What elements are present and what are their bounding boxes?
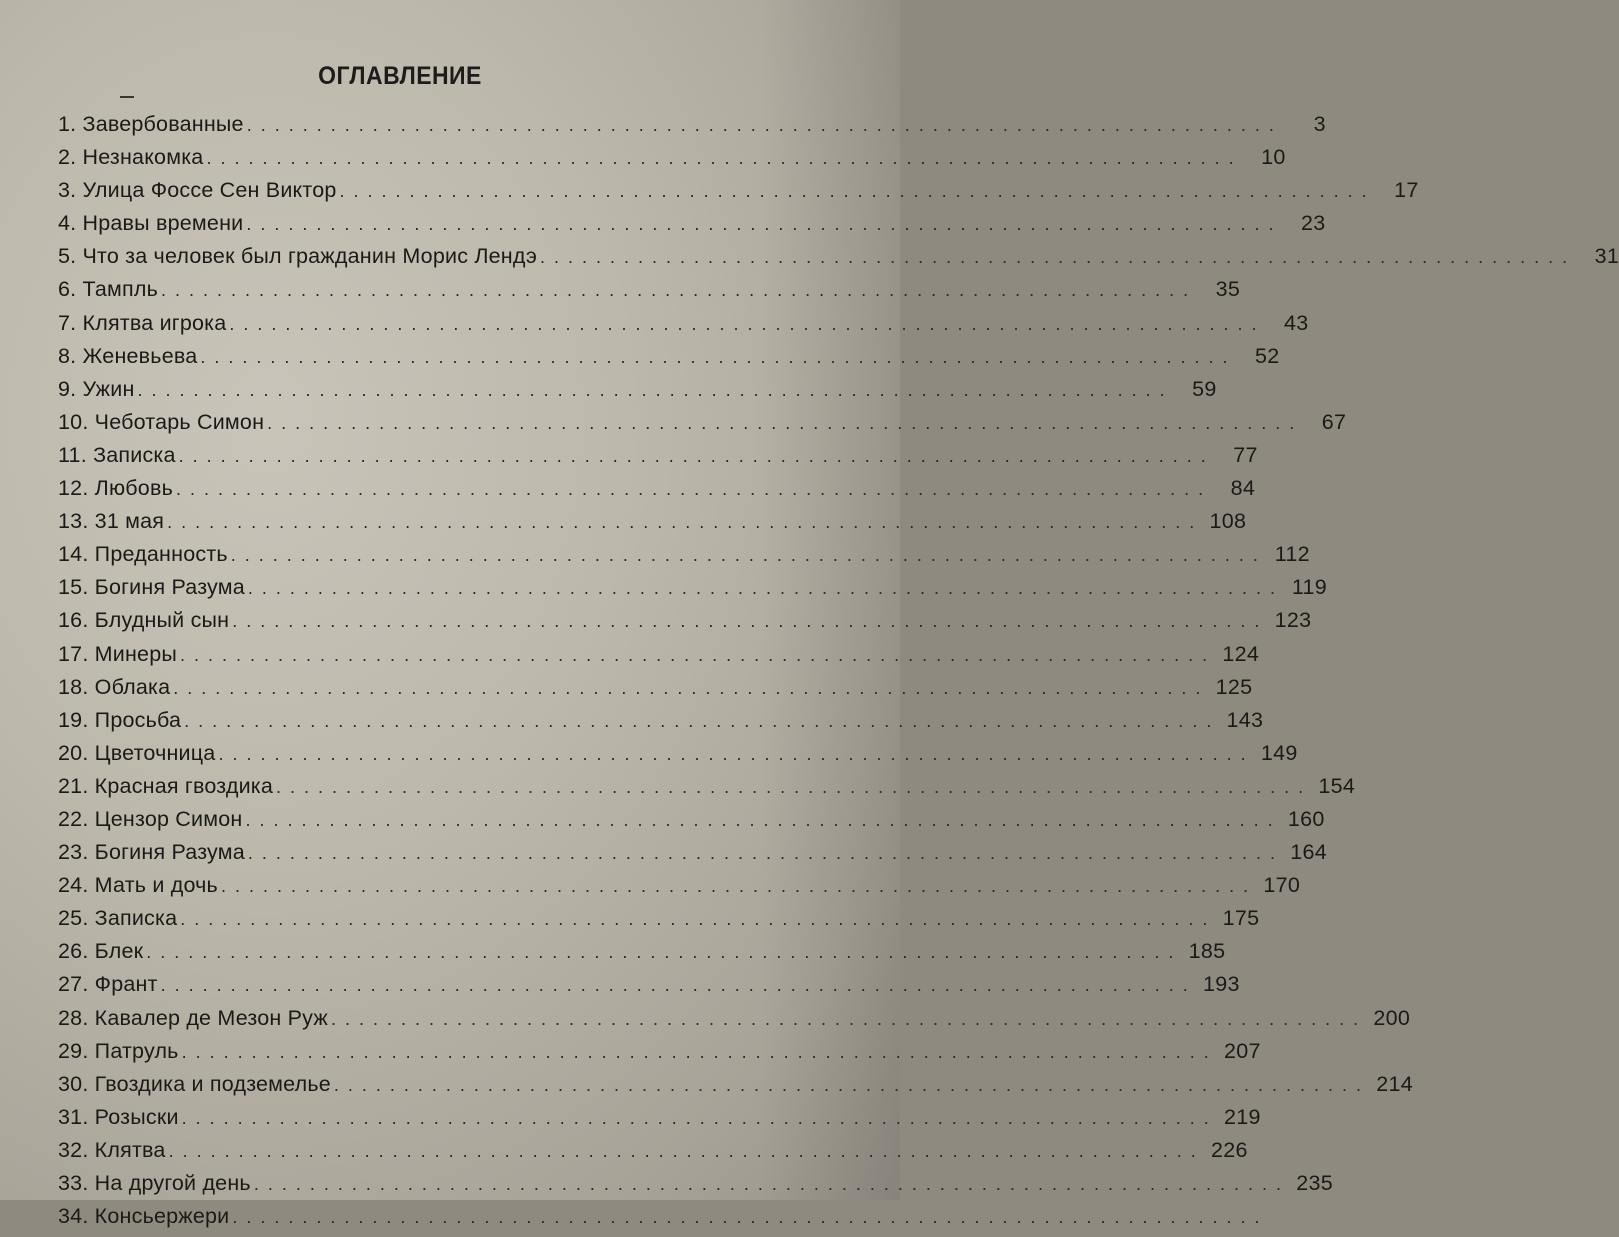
- dot-leader: [247, 115, 1276, 136]
- dot-leader: [334, 1075, 1363, 1096]
- toc-entry: [58, 178, 1419, 211]
- page-number: 77: [1233, 442, 1258, 467]
- dot-leader: [146, 942, 1175, 963]
- toc-entry: [58, 939, 1226, 972]
- page-title: ОГЛАВЛЕНИЕ: [318, 62, 482, 90]
- toc-entry: [58, 145, 1286, 178]
- chapter-title: 29. Патруль: [58, 1038, 179, 1063]
- dot-leader: [200, 347, 1229, 368]
- dot-leader: [179, 446, 1208, 467]
- toc-entry: [58, 409, 1347, 443]
- chapter-title: 34. Консьержери: [58, 1204, 230, 1229]
- page-number: 123: [1274, 608, 1312, 633]
- chapter-title: 18. Облака: [58, 674, 171, 699]
- dot-leader: [218, 744, 1247, 765]
- toc-entry: [58, 972, 1240, 1005]
- chapter-title: 7. Клятва игрока: [58, 310, 227, 335]
- chapter-title: 5. Что за человек был гражданин Морис Лендэ: [58, 244, 538, 269]
- toc-entry: [58, 806, 1325, 840]
- page-number: 143: [1226, 707, 1264, 732]
- page-number: 31: [1594, 244, 1619, 269]
- toc-entry: [58, 906, 1260, 939]
- page-number: 149: [1260, 740, 1298, 765]
- page-number: 84: [1230, 476, 1256, 501]
- chapter-title: 15. Богиня Разума: [58, 575, 245, 600]
- chapter-title: 10. Чеботарь Симон: [58, 409, 265, 434]
- chapter-title: 30. Гвоздика и подземелье: [58, 1071, 331, 1096]
- dot-leader: [246, 214, 1275, 235]
- dot-leader: [182, 1042, 1211, 1063]
- page-number: 59: [1192, 376, 1217, 401]
- chapter-title: 21. Красная гвоздика: [58, 773, 274, 798]
- toc-entry: [58, 509, 1247, 542]
- chapter-title: 28. Кавалер де Мезон Руж: [58, 1005, 328, 1030]
- page-number: 175: [1222, 906, 1260, 931]
- toc-entry: [58, 1038, 1261, 1072]
- chapter-title: 20. Цветочница: [58, 740, 216, 765]
- chapter-title: 14. Преданность: [58, 542, 228, 567]
- toc-entry: [58, 1104, 1261, 1138]
- page-number: 219: [1224, 1104, 1261, 1129]
- chapter-title: 11. Записка: [58, 442, 176, 467]
- chapter-title: 22. Цензор Симон: [58, 806, 243, 831]
- toc-entry: [58, 707, 1264, 741]
- toc-entry: [58, 277, 1241, 310]
- chapter-title: 1. Завербованные: [58, 112, 244, 136]
- dot-leader: [540, 247, 1569, 268]
- dot-leader: [182, 1108, 1211, 1129]
- toc-entry: [58, 674, 1253, 708]
- dot-leader: [206, 148, 1235, 169]
- page-number: 108: [1209, 509, 1247, 534]
- page-number: 3: [1313, 112, 1326, 136]
- toc-entry: [58, 376, 1217, 410]
- dot-leader: [138, 380, 1167, 401]
- dot-leader: [254, 1174, 1283, 1195]
- page-number: 35: [1215, 277, 1241, 302]
- page-number: 235: [1296, 1171, 1333, 1195]
- page-number: 125: [1215, 674, 1253, 699]
- toc-entry: [58, 310, 1309, 344]
- chapter-title: 8. Женевьева: [58, 343, 198, 368]
- chapter-title: 6. Тампль: [58, 277, 158, 302]
- page-number: 10: [1261, 145, 1286, 170]
- chapter-title: 23. Богиня Разума: [58, 840, 245, 865]
- toc-entry: [58, 244, 1619, 277]
- chapter-title: 12. Любовь: [58, 476, 173, 501]
- chapter-title: 32. Клятва: [58, 1137, 166, 1162]
- dot-leader: [176, 479, 1205, 500]
- toc-entry: [58, 112, 1326, 145]
- dot-leader: [276, 777, 1305, 798]
- dot-leader: [232, 1207, 1261, 1228]
- dot-leader: [231, 545, 1260, 566]
- page-number: 154: [1318, 773, 1356, 798]
- dot-leader: [180, 909, 1209, 930]
- dot-leader: [180, 645, 1209, 666]
- dot-leader: [248, 578, 1277, 599]
- page-number: 207: [1223, 1038, 1261, 1063]
- toc-entry: [58, 343, 1280, 377]
- toc-entry: [58, 873, 1301, 906]
- chapter-title: 4. Нравы времени: [58, 211, 244, 236]
- toc-entry: [58, 608, 1312, 641]
- chapter-title: 19. Просьба: [58, 707, 182, 732]
- chapter-title: 3. Улица Фоссе Сен Виктор: [58, 178, 337, 203]
- page-number: 185: [1188, 939, 1226, 964]
- dot-leader: [184, 711, 1213, 732]
- toc-entry: [58, 1071, 1414, 1105]
- page-number: 124: [1222, 641, 1260, 666]
- toc-entry: [58, 1171, 1333, 1204]
- toc-entry: [58, 442, 1258, 476]
- chapter-title: 16. Блудный сын: [58, 608, 230, 633]
- print-mark: [120, 96, 134, 98]
- page-number: 17: [1394, 178, 1419, 203]
- toc-entry: [58, 1005, 1411, 1039]
- page-number: 119: [1291, 575, 1328, 600]
- toc-entry: [58, 1137, 1248, 1171]
- table-of-contents: [58, 112, 1619, 1237]
- toc-entry: [58, 542, 1310, 575]
- dot-leader: [229, 314, 1258, 335]
- page-number: 112: [1274, 542, 1310, 567]
- toc-entry: [58, 740, 1298, 774]
- dot-leader: [161, 975, 1190, 996]
- dot-leader: [173, 678, 1202, 699]
- chapter-title: 33. На другой день: [58, 1171, 251, 1195]
- page-number: 200: [1373, 1005, 1411, 1030]
- page-number: 193: [1203, 972, 1240, 997]
- chapter-title: 26. Блек: [58, 939, 144, 964]
- dot-leader: [221, 876, 1250, 897]
- dot-leader: [267, 413, 1296, 434]
- page-number: 170: [1263, 873, 1301, 898]
- page-number: 52: [1255, 343, 1280, 368]
- page-number: 226: [1210, 1137, 1248, 1162]
- toc-entry: [58, 211, 1326, 244]
- page-number: 160: [1287, 806, 1325, 831]
- toc-entry: [58, 773, 1356, 807]
- dot-leader: [167, 512, 1196, 533]
- chapter-title: 17. Минеры: [58, 641, 178, 666]
- chapter-title: 2. Незнакомка: [58, 145, 204, 170]
- chapter-title: 24. Мать и дочь: [58, 873, 218, 898]
- toc-entry: [58, 840, 1328, 873]
- dot-leader: [169, 1141, 1198, 1162]
- page-number: 23: [1301, 211, 1326, 236]
- toc-entry: [58, 641, 1260, 675]
- page-number: 67: [1321, 409, 1347, 434]
- page-number: 214: [1376, 1071, 1414, 1096]
- chapter-title: 9. Ужин: [58, 376, 135, 401]
- page-number: 43: [1284, 310, 1309, 335]
- chapter-title: 27. Франт: [58, 972, 158, 997]
- toc-entry: [58, 476, 1256, 509]
- dot-leader: [331, 1009, 1360, 1030]
- page-number: 164: [1290, 840, 1328, 865]
- dot-leader: [340, 181, 1369, 202]
- chapter-title: 31. Розыски: [58, 1104, 179, 1129]
- chapter-title: 25. Записка: [58, 906, 178, 931]
- dot-leader: [245, 810, 1274, 831]
- toc-entry: [58, 575, 1328, 608]
- toc-entry: [58, 1204, 770, 1237]
- dot-leader: [161, 280, 1190, 301]
- dot-leader: [248, 843, 1277, 864]
- chapter-title: 13. 31 мая: [58, 509, 165, 534]
- dot-leader: [232, 611, 1261, 632]
